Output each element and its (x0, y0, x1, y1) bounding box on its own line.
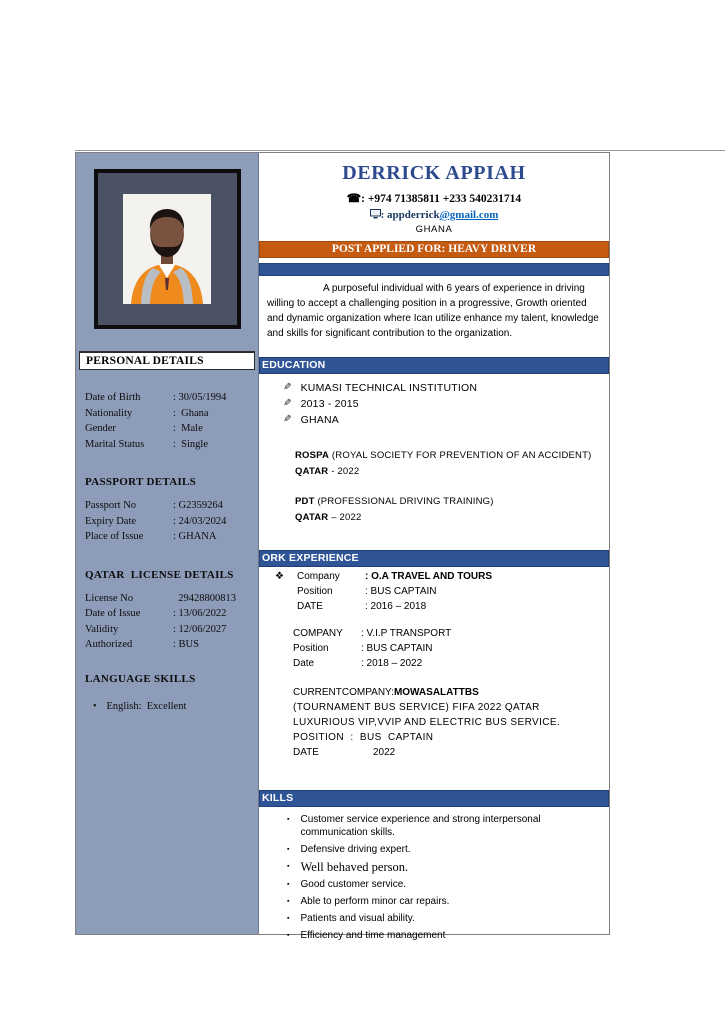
blue-divider-bar (259, 263, 609, 276)
diamond-bullet-icon: ❖ (275, 571, 284, 582)
skill-item: ▪ Well behaved person. (287, 860, 409, 874)
job-row: Date : 2018 – 2022 (293, 658, 423, 669)
pen-bullet-icon: ✎ (283, 398, 292, 409)
job-row: Position : BUS CAPTAIN (297, 586, 437, 597)
personal-details-title: PERSONAL DETAILS (79, 351, 255, 370)
cert-place-line: QATAR - 2022 (295, 466, 360, 477)
square-bullet-icon: ▪ (287, 816, 290, 823)
current-position-line: POSITION : BUS CAPTAIN (293, 732, 434, 743)
square-bullet-icon: ▪ (287, 932, 290, 939)
main-column (259, 153, 609, 941)
job-row: ❖ Company : O.A TRAVEL AND TOURS (275, 571, 493, 582)
email-line: : appderrick@gmail.com (259, 208, 609, 223)
personal-row: Date of Birth : 30/05/1994 (85, 392, 227, 403)
email-link[interactable]: @gmail.com (439, 209, 499, 221)
language-skill-item: • English: Excellent (93, 700, 187, 712)
cv-page (75, 152, 610, 941)
job-row: DATE : 2016 – 2018 (297, 601, 427, 612)
job-entry-1 (275, 569, 609, 614)
objective-paragraph: A purposeful individual with 6 years of experience in driving willing to accept a challenging position in a progressive, Growth oriented and dynamic organization where Ican utilize enhance my talent, knowledge and skills for significant contribution to the organization. (267, 283, 599, 339)
phone-line: ☎: +974 71385811 +233 540231714 (346, 193, 522, 205)
sidebar (76, 153, 259, 934)
education-item: ✎ GHANA (283, 414, 339, 426)
skill-item: ▪ Efficiency and time management (287, 930, 446, 941)
square-bullet-icon: ▪ (287, 881, 290, 888)
square-bullet-icon: ▪ (287, 862, 290, 870)
skills-section-header: KILLS (259, 790, 609, 807)
passport-row: Expiry Date : 24/03/2024 (85, 515, 227, 527)
top-divider (75, 150, 725, 151)
current-company-line: CURRENTCOMPANY:MOWASALATTBS (293, 687, 479, 698)
personal-row: Nationality : Ghana (85, 407, 209, 419)
job-row: Position : BUS CAPTAIN (293, 643, 433, 654)
skill-item: ▪ Good customer service. (287, 879, 407, 890)
computer-icon (370, 209, 381, 223)
passport-row: Passport No : G2359264 (85, 500, 223, 511)
square-bullet-icon: ▪ (287, 898, 290, 905)
phone-icon: ☎ (346, 193, 362, 205)
passport-details-rows (85, 498, 249, 545)
certifications-block (295, 448, 609, 526)
email-user: appderrick (387, 209, 440, 221)
skills-list (287, 813, 595, 942)
photo-frame (94, 169, 241, 329)
education-section-header: EDUCATION (259, 357, 609, 374)
license-row: Validity : 12/06/2027 (85, 623, 227, 635)
passport-details-title: PASSPORT DETAILS (85, 476, 197, 488)
cert-place-line: QATAR – 2022 (295, 512, 362, 523)
education-item: ✎ KUMASI TECHNICAL INSTITUTION (283, 382, 478, 394)
post-applied-banner: POST APPLIED FOR: HEAVY DRIVER (259, 241, 609, 258)
skill-item: ▪ Able to perform minor car repairs. (287, 896, 450, 907)
personal-details-rows (85, 390, 249, 452)
country-label: GHANA (415, 224, 453, 235)
bullet-dot-icon: • (93, 700, 97, 712)
profile-photo (123, 194, 211, 304)
pen-bullet-icon: ✎ (283, 382, 292, 393)
education-item: ✎ 2013 - 2015 (283, 398, 359, 410)
license-row: License No 29428800813 (85, 592, 236, 604)
personal-row: Marital Status : Single (85, 438, 209, 450)
person-portrait-illustration (123, 194, 211, 304)
skill-item: ▪ Customer service experience and strong interpersonal communication skills. (287, 814, 541, 838)
work-experience-section-header: ORK EXPERIENCE (259, 550, 609, 567)
cert-line: ROSPA (ROYAL SOCIETY FOR PREVENTION OF AN ACCIDENT) (295, 450, 592, 461)
skill-item: ▪ Defensive driving expert. (287, 844, 411, 855)
personal-row: Gender : Male (85, 423, 203, 434)
current-date-line: DATE 2022 (293, 747, 396, 758)
square-bullet-icon: ▪ (287, 846, 290, 853)
skill-item: ▪ Patients and visual ability. (287, 913, 415, 924)
education-list (283, 380, 609, 428)
current-company-line: LUXURIOUS VIP,VVIP AND ELECTRIC BUS SERVICE. (293, 717, 561, 728)
cert-line: PDT (PROFESSIONAL DRIVING TRAINING) (295, 496, 494, 507)
language-skills-title: LANGUAGE SKILLS (85, 672, 196, 685)
passport-row: Place of Issue : GHANA (85, 531, 217, 542)
license-row: Authorized : BUS (85, 639, 199, 650)
candidate-name: DERRICK APPIAH (342, 162, 526, 184)
job-entry-2 (293, 626, 609, 671)
square-bullet-icon: ▪ (287, 915, 290, 922)
qatar-license-rows (85, 591, 249, 653)
job-row: COMPANY : V.I.P TRANSPORT (293, 628, 452, 639)
qatar-license-title: QATAR LICENSE DETAILS (85, 568, 234, 581)
pen-bullet-icon: ✎ (283, 414, 292, 425)
current-company-block (293, 685, 609, 760)
license-row: Date of Issue : 13/06/2022 (85, 608, 227, 619)
current-company-line: (TOURNAMENT BUS SERVICE) FIFA 2022 QATAR (293, 702, 540, 713)
experience-block (259, 569, 609, 760)
